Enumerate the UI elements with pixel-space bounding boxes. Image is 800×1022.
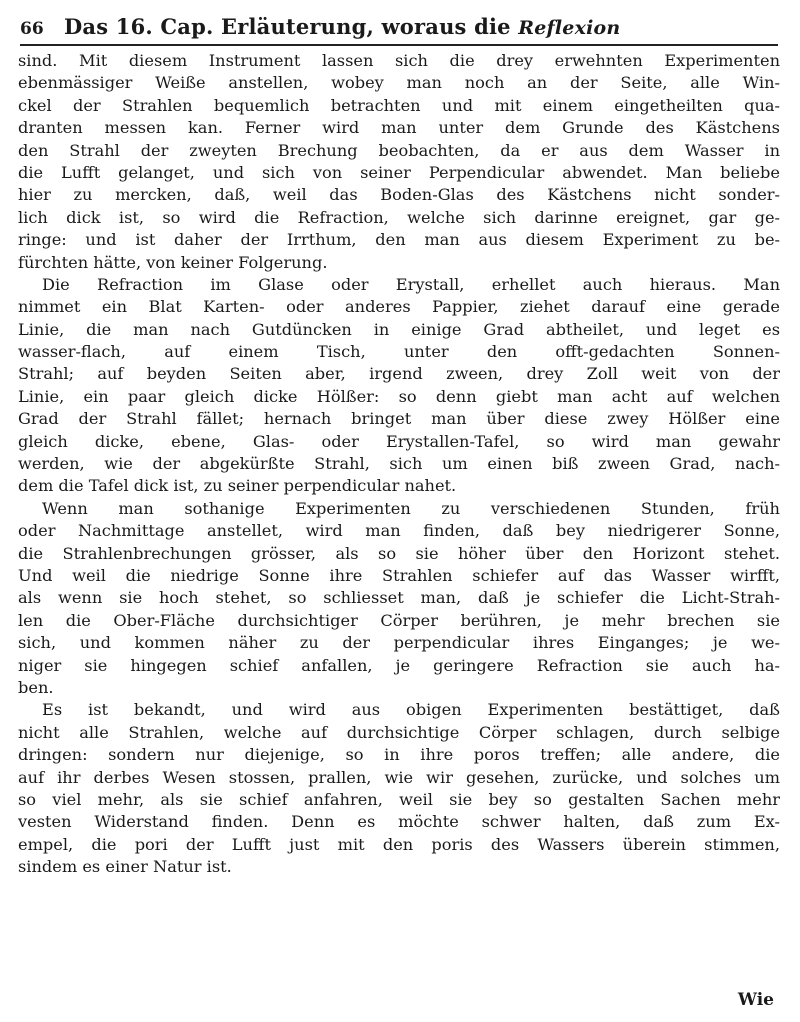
- text-line: gleich dicke, ebene, Glas- oder Erystallen-Tafel, so wird man gewahr: [18, 431, 780, 451]
- text-line: dem die Tafel dick ist, zu seiner perpendicular nahet.: [18, 476, 457, 496]
- body-text: [18, 50, 780, 878]
- text-line: sich, und kommen näher zu der perpendicular ihres Einganges; je we-: [18, 633, 780, 653]
- text-line: niger sie hingegen schief anfallen, je geringere Refraction sie auch ha-: [18, 655, 780, 675]
- text-line: Strahl; auf beyden Seiten aber, irgend zween, drey Zoll weit von der: [18, 364, 780, 384]
- text-line: so viel mehr, als sie schief anfahren, weil sie bey so gestalten Sachen mehr: [18, 789, 780, 809]
- text-line: ringe: und ist daher der Irrthum, den man aus diesem Experiment zu be-: [18, 230, 780, 250]
- page-number: 66: [20, 19, 44, 39]
- text-line: nimmet ein Blat Karten- oder anderes Pappier, ziehet darauf eine gerade: [18, 297, 780, 317]
- text-line: Und weil die niedrige Sonne ihre Strahlen schiefer auf das Wasser wirfft,: [18, 565, 780, 585]
- text-line: dranten messen kan. Ferner wird man unter dem Grunde des Kästchens: [18, 118, 780, 138]
- text-line: nicht alle Strahlen, welche auf durchsichtige Cörper schlagen, durch selbige: [18, 722, 780, 742]
- text-line: Es ist bekandt, und wird aus obigen Experimenten bestättiget, daß: [42, 700, 780, 720]
- running-title-italic-word: Reflexion: [518, 17, 621, 39]
- text-line: sindem es einer Natur ist.: [18, 857, 232, 877]
- text-line: die Strahlenbrechungen grösser, als so sie höher über den Horizont stehet.: [18, 543, 780, 563]
- text-line: lich dick ist, so wird die Refraction, welche sich darinne ereignet, gar ge-: [18, 207, 780, 227]
- text-line: den Strahl der zweyten Brechung beobachten, da er aus dem Wasser in: [18, 140, 780, 160]
- text-line: werden, wie der abgekürßte Strahl, sich um einen biß zween Grad, nach-: [18, 454, 780, 474]
- text-line: die Lufft gelanget, und sich von seiner Perpendicular abwendet. Man beliebe: [18, 162, 780, 182]
- text-line: wasser-flach, auf einem Tisch, unter den offt-gedachten Sonnen-: [18, 342, 780, 362]
- text-line: vesten Widerstand finden. Denn es möchte schwer halten, daß zum Ex-: [18, 812, 780, 832]
- text-line: oder Nachmittage anstellet, wird man finden, daß bey niedrigerer Sonne,: [18, 521, 780, 541]
- text-line: len die Ober-Fläche durchsichtiger Cörper berühren, je mehr brechen sie: [18, 610, 780, 630]
- text-line: ben.: [18, 677, 54, 697]
- text-line: ckel der Strahlen bequemlich betrachten und mit einem eingetheilten qua-: [18, 95, 780, 115]
- text-line: ebenmässiger Weiße anstellen, wobey man noch an der Seite, alle Win-: [18, 73, 780, 93]
- text-line: fürchten hätte, von keiner Folgerung.: [18, 252, 328, 272]
- text-line: empel, die pori der Lufft just mit den poris des Wassers überein stimmen,: [18, 834, 780, 854]
- catchword: Wie: [737, 990, 774, 1010]
- text-line: Wenn man sothanige Experimenten zu verschiedenen Stunden, früh: [42, 498, 780, 518]
- text-line: als wenn sie hoch stehet, so schliesset man, daß je schiefer die Licht-Strah-: [18, 588, 780, 608]
- text-line: sind. Mit diesem Instrument lassen sich die drey erwehnten Experimenten: [18, 51, 780, 70]
- text-line: hier zu mercken, daß, weil das Boden-Glas des Kästchens nicht sonder-: [18, 185, 780, 205]
- running-title: [64, 14, 620, 39]
- running-header: [20, 14, 778, 46]
- text-line: auf ihr derbes Wesen stossen, prallen, wie wir gesehen, zurücke, und solches um: [18, 767, 780, 787]
- running-title-text: Das 16. Cap. Erläuterung, woraus die: [64, 14, 519, 39]
- text-line: Die Refraction im Glase oder Erystall, erhellet auch hieraus. Man: [42, 274, 780, 294]
- text-line: Linie, ein paar gleich dicke Hölßer: so denn giebt man acht auf welchen: [18, 386, 780, 406]
- text-line: Linie, die man nach Gutdüncken in einige Grad abtheilet, und leget es: [18, 319, 780, 339]
- text-line: dringen: sondern nur diejenige, so in ihre poros treffen; alle andere, die: [18, 745, 780, 765]
- text-line: Grad der Strahl fället; hernach bringet man über diese zwey Hölßer eine: [18, 409, 780, 429]
